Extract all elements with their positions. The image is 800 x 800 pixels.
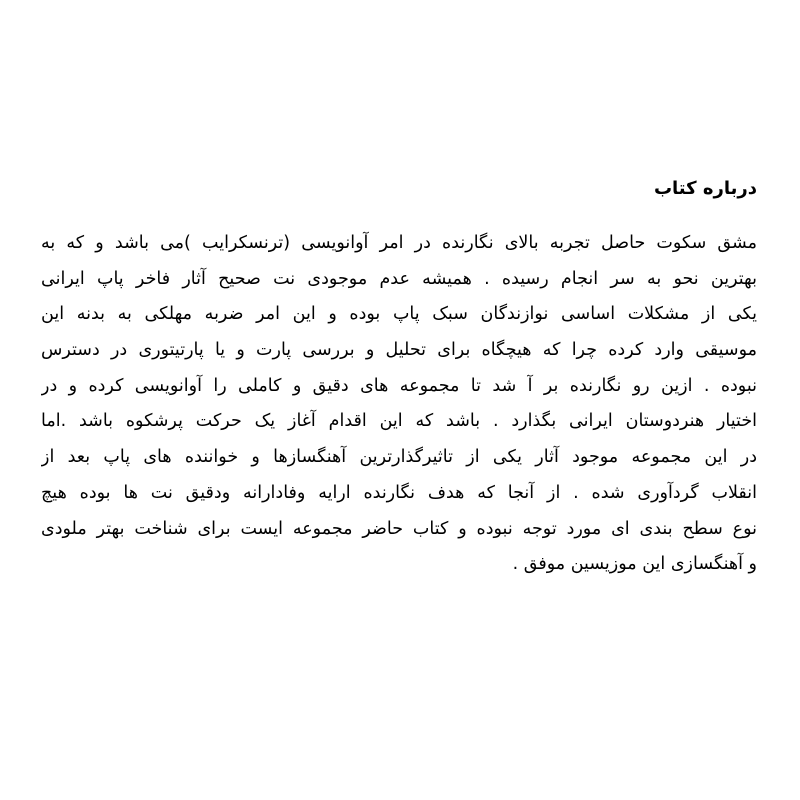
- paragraph-line: و آهنگسازی این موزیسین موفق .: [512, 554, 757, 575]
- paragraph-line: مشق سکوت حاصل تجربه بالای نگارنده در امر آوانویسی (ترنسکرایب )می باشد و که به: [41, 233, 757, 253]
- section-heading: درباره کتاب: [653, 178, 757, 199]
- paragraph-line: موسیقی وارد کرده چرا که هیچگاه برای تحلیل و بررسی پارت و یا پارتیتوری در دسترس: [41, 340, 757, 361]
- paragraph-line: یکی از مشکلات اساسی نوازندگان سبک پاپ بوده و این امر ضربه مهلکی به بدنه این: [41, 304, 757, 325]
- paragraph-line: نوع سطح بندی ای مورد توجه نبوده و کتاب حاضر مجموعه ایست برای شناخت بهتر ملودی: [41, 518, 757, 539]
- paragraph-line: در این مجموعه موجود آثار یکی از تاثیرگذارترین آهنگسازها و خوانندە های پاپ بعد از: [41, 447, 757, 468]
- paragraph-line: انقلاب گردآوری شده . از آنجا که هدف نگارنده ارایه وفادارانه ودقیق نت ها بوده هیچ: [41, 482, 757, 503]
- description-paragraph: [41, 226, 757, 583]
- paragraph-line: نبوده . ازین رو نگارنده بر آ شد تا مجموعه های دقیق و کاملی را آوانویسی کرده و در: [41, 375, 757, 396]
- paragraph-line: اختیار هنردوستان ایرانی بگذارد . باشد که این اقدام آغاز یک حرکت پرشکوه باشد .اما: [41, 411, 757, 432]
- paragraph-line: بهترین نحو به سر انجام رسیده . همیشه عدم موجودی نت صحیح آثار فاخر پاپ ایرانی: [41, 268, 757, 289]
